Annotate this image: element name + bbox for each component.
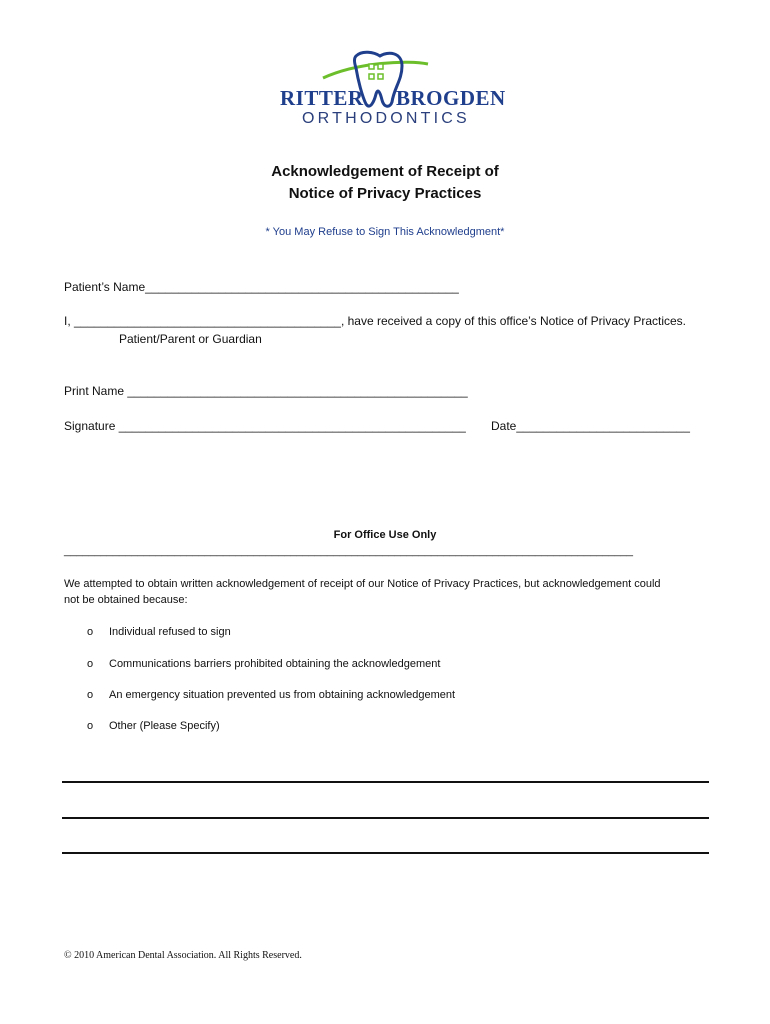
refuse-note: * You May Refuse to Sign This Acknowledgment* (265, 226, 505, 238)
option-refused: Individual refused to sign (109, 626, 231, 638)
option-bullet[interactable]: o (87, 689, 94, 701)
date-field[interactable]: Date__________________________ (491, 419, 690, 433)
patient-guardian-caption: Patient/Parent or Guardian (119, 332, 262, 346)
logo-subtitle: ORTHODONTICS (302, 110, 470, 127)
ritter-brogden-logo (278, 50, 506, 130)
signature-field[interactable]: Signature ____________________________________________________ (64, 419, 466, 433)
option-emergency: An emergency situation prevented us from obtaining acknowledgement (109, 689, 456, 701)
office-divider: _____________________________________________________________________________________________ (64, 545, 633, 557)
page-title-line1: Acknowledgement of Receipt of (271, 163, 499, 180)
acknowledgement-line[interactable]: I, ________________________________________, have received a copy of this office’s Notice of Privacy Practices. (64, 314, 687, 328)
office-intro-line2: not be obtained because: (64, 594, 188, 606)
option-bullet[interactable]: o (87, 720, 94, 732)
print-name-field[interactable]: Print Name ___________________________________________________ (64, 384, 468, 398)
office-intro-line1: We attempted to obtain written acknowledgement of receipt of our Notice of Privacy Practices, but acknowledgement could (64, 578, 661, 590)
specify-line-1[interactable] (62, 781, 709, 783)
option-other: Other (Please Specify) (109, 720, 220, 732)
option-communication: Communications barriers prohibited obtaining the acknowledgement (109, 658, 441, 670)
page-title-line2: Notice of Privacy Practices (288, 185, 482, 202)
option-bullet[interactable]: o (87, 658, 94, 670)
specify-line-3[interactable] (62, 852, 709, 854)
office-use-heading: For Office Use Only (333, 529, 437, 541)
patient-name-field[interactable]: Patient’s Name_______________________________________________ (64, 280, 459, 294)
specify-line-2[interactable] (62, 817, 709, 819)
logo-word-left: RITTER (280, 86, 364, 110)
option-bullet[interactable]: o (87, 626, 94, 638)
logo-word-right: BROGDEN (396, 86, 506, 110)
copyright-footer: © 2010 American Dental Association. All Rights Reserved. (64, 950, 302, 961)
